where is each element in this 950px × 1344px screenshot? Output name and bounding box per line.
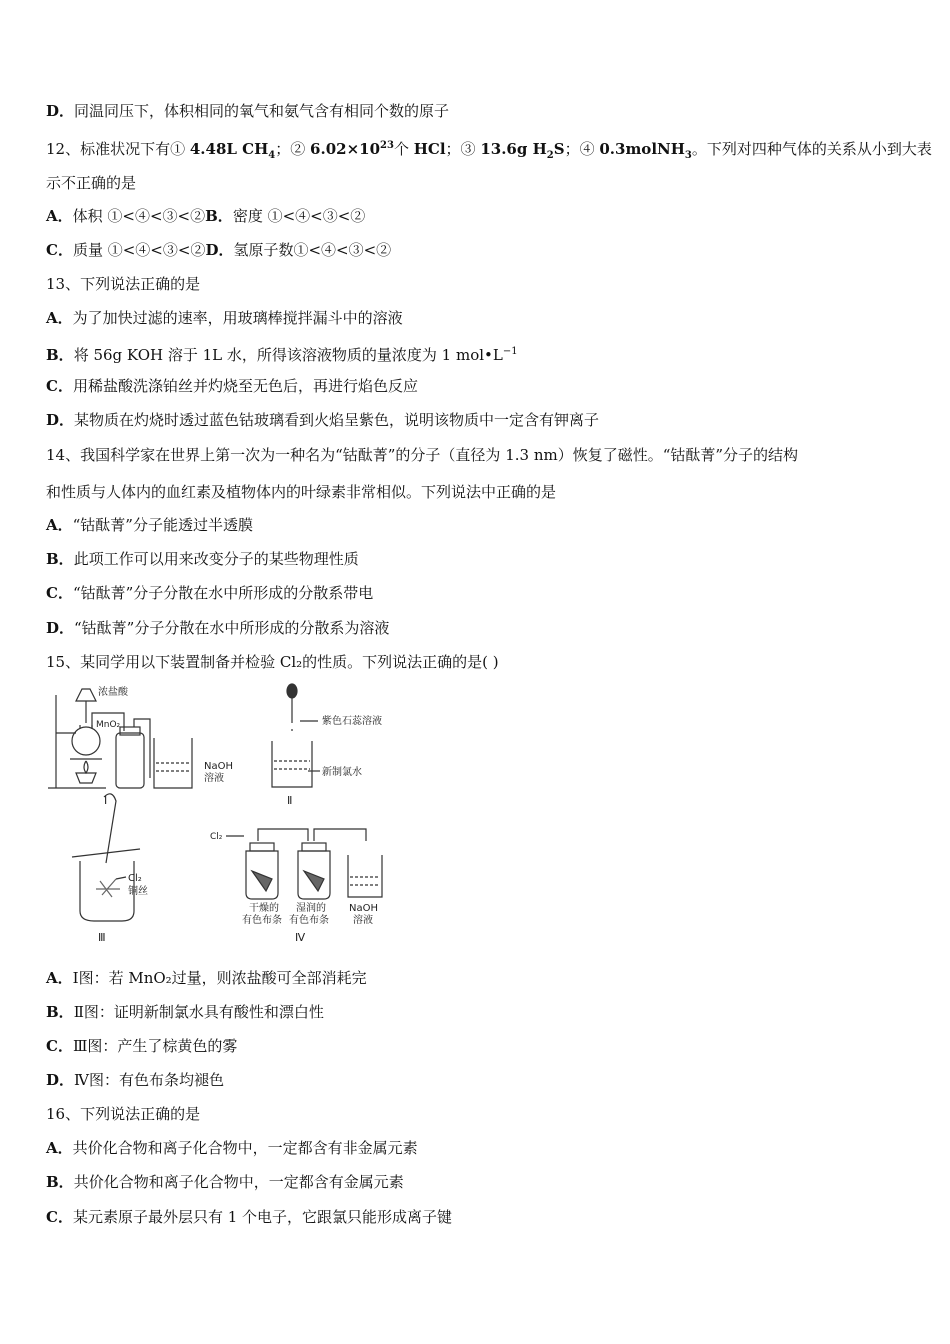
q12-options-ab [46, 205, 916, 227]
q12-part-a: 4.48L CH [189, 140, 269, 158]
option-label: A． [46, 207, 73, 225]
stem-text: 15、某同学用以下装置制备并检验 Cl₂的性质。下列说法正确的是( ) [46, 653, 499, 671]
option-text: “钴酞菁”分子分散在水中所形成的分散系带电 [72, 584, 374, 602]
option-d-q11 [46, 100, 916, 122]
option-text: Ⅰ图：若 MnO₂过量，则浓盐酸可全部消耗完 [72, 969, 367, 987]
label-cl2-inlet: Cl₂ [210, 832, 223, 842]
funnel-icon [76, 689, 96, 701]
beaker-icon [272, 741, 312, 787]
question-13-stem [46, 273, 916, 295]
option-text: Ⅲ图：产生了棕黄色的雾 [72, 1037, 238, 1055]
round-flask-icon [72, 727, 100, 755]
figure-iii-roman: Ⅲ [98, 931, 106, 944]
q12-part-a-sub: 4 [268, 150, 276, 161]
gas-bottle-icon [116, 733, 144, 788]
option-label: B． [46, 346, 74, 364]
option-label: D． [46, 1071, 75, 1089]
question-16-stem [46, 1103, 916, 1125]
beaker-icon [348, 855, 382, 897]
q16-option-c [46, 1206, 916, 1228]
label-copper-wire: 铜丝 [128, 886, 148, 897]
alcohol-lamp-icon [76, 773, 96, 783]
option-text: 共价化合物和离子化合物中，一定都含有非金属元素 [72, 1139, 418, 1157]
label-naoh: NaOH [204, 761, 233, 772]
label-dry: 干燥的 [249, 903, 279, 914]
label-naoh-iv-solution: 溶液 [353, 915, 373, 926]
q12-options-cd [46, 239, 916, 261]
option-text: 质量 ①<④<③<② [72, 241, 206, 259]
question-number: 12、 [46, 140, 81, 158]
option-label: D． [46, 102, 75, 120]
q12-part-b-pre: ；② [275, 140, 311, 158]
label-dry-cloth: 有色布条 [242, 915, 282, 926]
option-label: B． [46, 1003, 74, 1021]
option-text: “钴酞菁”分子能透过半透膜 [72, 516, 253, 534]
option-text: “钴酞菁”分子分散在水中所形成的分散系为溶液 [74, 619, 390, 637]
q16-option-a [46, 1137, 916, 1159]
label-cl2: Cl₂ [128, 873, 142, 884]
q12-part-d-sub: 2 [546, 150, 554, 161]
option-text: Ⅱ图：证明新制氯水具有酸性和漂白性 [73, 1003, 324, 1021]
q13-option-c [46, 375, 916, 397]
dropper-bulb-icon [287, 684, 297, 698]
option-text: 体积 ①<④<③<② [72, 207, 206, 225]
q12-part-tail: 。下列对四种气体的关系从小到大表 [691, 140, 932, 158]
q14-option-d [46, 617, 916, 639]
stem-text: 示不正确的是 [46, 174, 137, 192]
option-label: D． [46, 411, 75, 429]
option-label: C． [46, 1037, 73, 1055]
option-label: B． [46, 550, 74, 568]
option-text: 氢原子数①<④<③<② [233, 241, 392, 259]
q12-part-d-pre: ；③ [445, 140, 481, 158]
question-14-stem [46, 444, 916, 466]
figure-i-roman: Ⅰ [104, 794, 108, 807]
figure-iv-roman: Ⅳ [295, 931, 306, 944]
label-wet: 湿润的 [296, 903, 326, 914]
q12-part-b-post: 个 [393, 140, 414, 158]
q12-part-e-sub: 3 [684, 150, 692, 161]
option-text: 同温同压下，体积相同的氧气和氨气含有相同个数的原子 [74, 102, 450, 120]
q12-part-b-sup: 23 [380, 140, 394, 151]
option-label: D． [205, 241, 234, 259]
option-text: 将 56g KOH 溶于 1L 水，所得该溶液物质的量浓度为 1 mol•L [73, 346, 503, 364]
option-text: Ⅳ图：有色布条均褪色 [74, 1071, 225, 1089]
label-litmus: 紫色石蕊溶液 [322, 716, 382, 727]
option-text: 某元素原子最外层只有 1 个电子，它跟氯只能形成离子键 [72, 1208, 453, 1226]
option-sup: −1 [502, 346, 518, 357]
label-chlorine-water: 新制氯水 [322, 767, 362, 778]
q13-option-b [46, 341, 916, 366]
flame-icon [84, 761, 88, 773]
option-label: C． [46, 377, 73, 395]
q12-part-e: 0.3molNH [599, 140, 685, 158]
stem-text: 16、下列说法正确的是 [46, 1105, 201, 1123]
q15-option-b [46, 1001, 916, 1023]
q14-option-b [46, 548, 916, 570]
q14-option-a [46, 514, 916, 536]
q16-option-b [46, 1171, 916, 1193]
q14-option-c [46, 582, 916, 604]
stem-text: 和性质与人体内的血红素及植物体内的叶绿素非常相似。下列说法中正确的是 [46, 483, 557, 501]
option-label: B． [46, 1173, 74, 1191]
option-text: 用稀盐酸洗涤铂丝并灼烧至无色后，再进行焰色反应 [72, 377, 418, 395]
q12-part-d: 13.6g H [480, 140, 547, 158]
option-text: 此项工作可以用来改变分子的某些物理性质 [73, 550, 359, 568]
option-label: B． [205, 207, 233, 225]
apparatus-figure [46, 683, 396, 953]
option-text: 某物质在灼烧时透过蓝色钴玻璃看到火焰呈紫色，说明该物质中一定含有钾离子 [74, 411, 600, 429]
question-14-stem-cont [46, 481, 916, 503]
option-label: D． [46, 619, 75, 637]
option-text: 为了加快过滤的速率，用玻璃棒搅拌漏斗中的溶液 [72, 309, 403, 327]
option-label: A． [46, 1139, 73, 1157]
stem-text: 13、下列说法正确的是 [46, 275, 201, 293]
label-mno2: MnO₂ [96, 720, 121, 730]
glass-plate-icon [72, 849, 140, 857]
label-naoh-solution: 溶液 [204, 773, 224, 784]
cloth-strip-icon [304, 871, 324, 891]
option-label: A． [46, 969, 73, 987]
q12-part-c: HCl [413, 140, 446, 158]
cloth-strip-icon [252, 871, 272, 891]
question-12-stem-cont [46, 172, 916, 194]
option-label: C． [46, 1208, 73, 1226]
label-wet-cloth: 有色布条 [289, 915, 329, 926]
option-label: A． [46, 309, 73, 327]
q12-part-d-post: S [553, 140, 565, 158]
q15-option-a [46, 967, 916, 989]
question-15-stem [46, 651, 916, 673]
stem-text: 14、我国科学家在世界上第一次为一种名为“钴酞菁”的分子（直径为 1.3 nm）恢复了磁性。“钴酞菁”分子的结构 [46, 446, 799, 464]
label-naoh-iv: NaOH [349, 903, 378, 914]
question-12-stem [46, 135, 932, 167]
option-label: C． [46, 241, 73, 259]
option-label: A． [46, 516, 73, 534]
q12-part-pre: 标准状况下有① [80, 140, 190, 158]
q15-option-d [46, 1069, 916, 1091]
q12-part-b: 6.02×10 [310, 140, 381, 158]
label-hcl: 浓盐酸 [98, 687, 128, 698]
option-text: 共价化合物和离子化合物中，一定都含有金属元素 [73, 1173, 404, 1191]
q12-part-e-pre: ；④ [564, 140, 600, 158]
option-text: 密度 ①<④<③<② [232, 207, 366, 225]
option-label: C． [46, 584, 73, 602]
q15-option-c [46, 1035, 916, 1057]
figure-ii-roman: Ⅱ [287, 794, 293, 807]
q13-option-d [46, 409, 916, 431]
q13-option-a [46, 307, 916, 329]
